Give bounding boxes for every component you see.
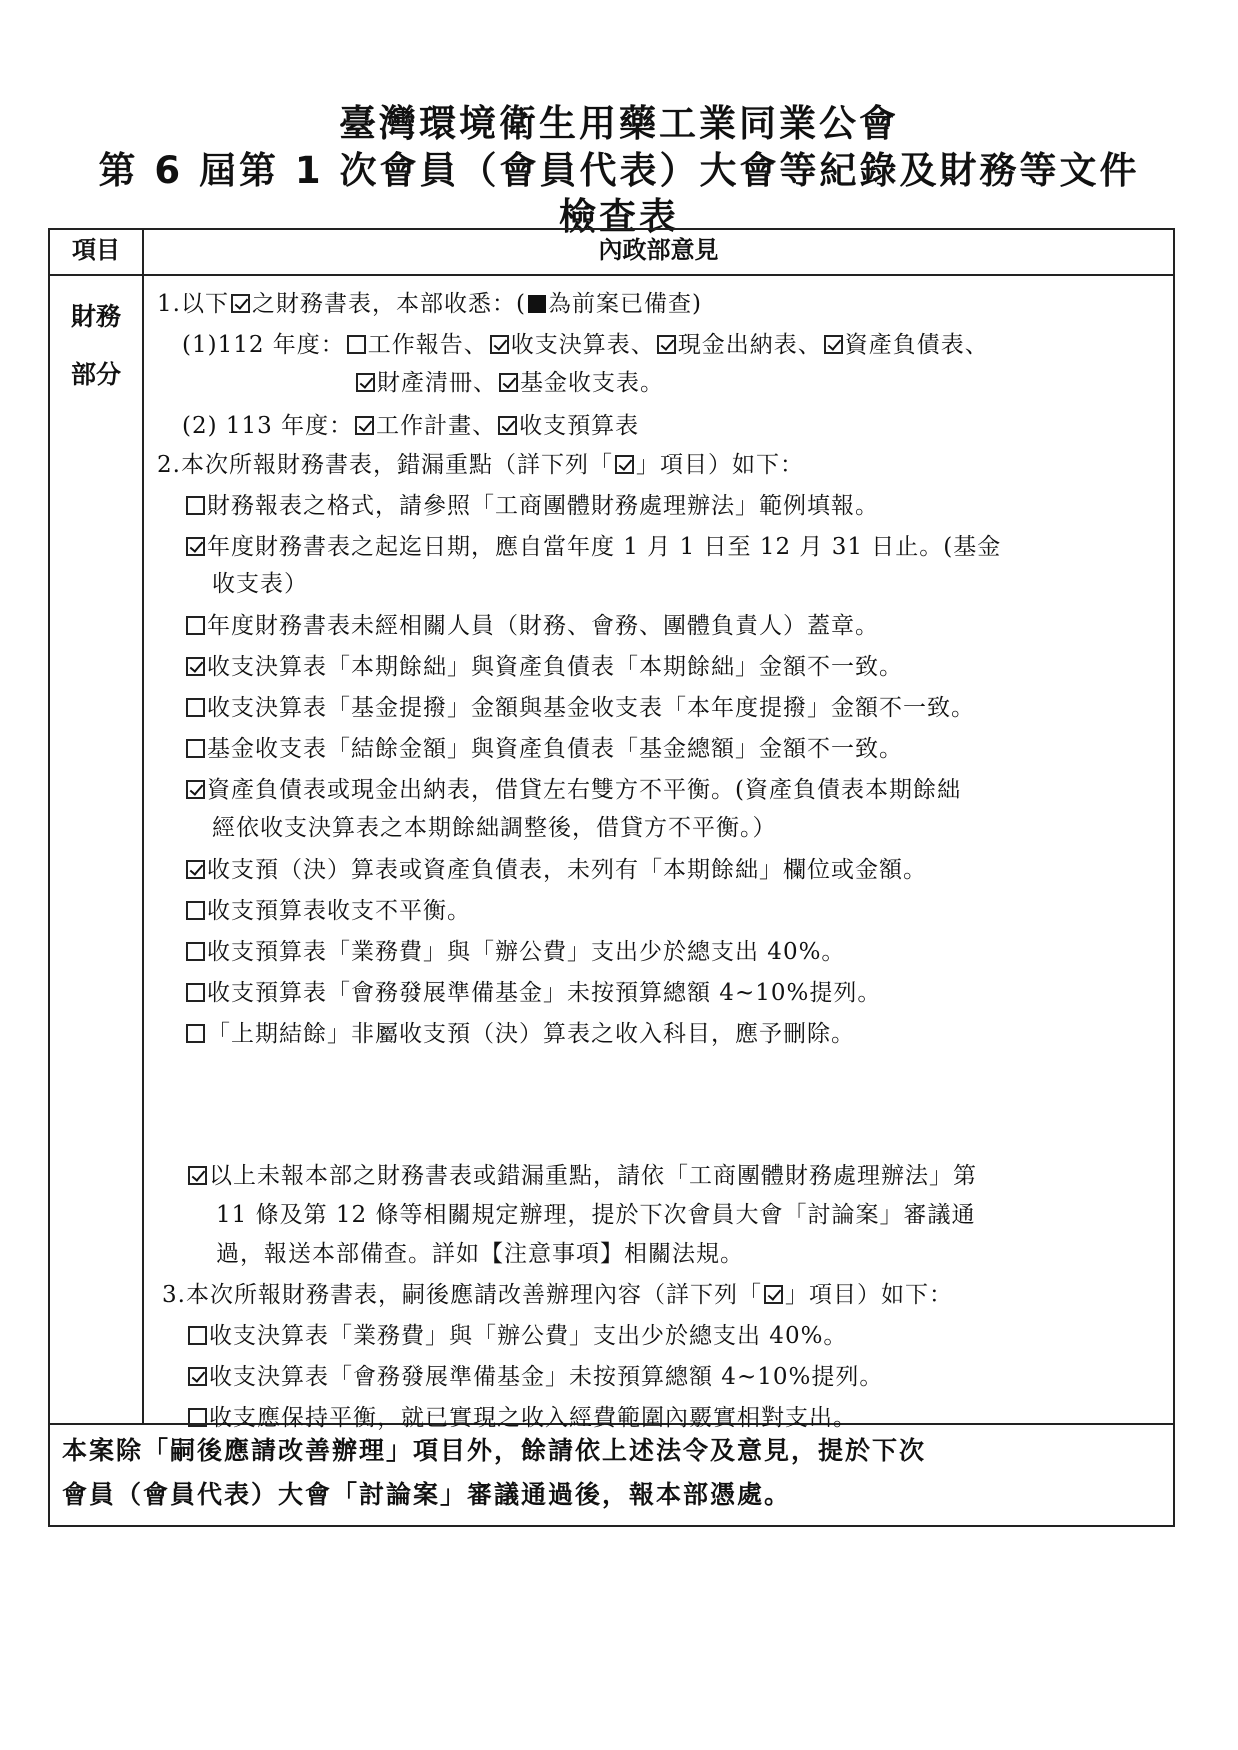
- checked-box-icon: [615, 455, 634, 474]
- section2-item: 年度財務書表未經相關人員（財務、會務、團體負責人）蓋章。: [184, 610, 879, 642]
- unchecked-box-icon: [186, 942, 205, 961]
- section3-item: 收支應保持平衡，就已實現之收入經費範圍內覈實相對支出。: [186, 1402, 857, 1434]
- section2-note-cont: 過，報送本部備查。詳如【注意事項】相關法規。: [216, 1241, 744, 1267]
- footer-row: [49, 1424, 1174, 1526]
- unchecked-box-icon: [188, 1326, 207, 1345]
- section2-item: 年度財務書表之起迄日期，應自當年度 1 月 1 日至 12 月 31 日止。(基金: [184, 531, 1001, 563]
- section2-item: 收支決算表「基金提撥」金額與基金收支表「本年度提撥」金額不一致。: [184, 692, 975, 724]
- section2-item: 財務報表之格式，請參照「工商團體財務處理辦法」範例填報。: [184, 490, 879, 522]
- checked-box-icon: [231, 294, 250, 313]
- footer-line2: 會員（會員代表）大會「討論案」審議通過後，報本部憑處。: [62, 1480, 792, 1509]
- checked-box-icon: [498, 416, 517, 435]
- unchecked-box-icon: [186, 739, 205, 758]
- checked-box-icon: [824, 335, 843, 354]
- unchecked-box-icon: [188, 1408, 207, 1427]
- section2-heading: 2.本次所報財務書表，錯漏重點（詳下列「 」項目）如下：: [157, 452, 804, 478]
- checked-box-icon: [186, 657, 205, 676]
- unchecked-box-icon: [186, 1024, 205, 1043]
- header-item: 項目: [49, 229, 143, 275]
- section3-item: 收支決算表「業務費」與「辦公費」支出少於總支出 40%。: [186, 1320, 847, 1352]
- checked-box-icon: [188, 1166, 207, 1185]
- section2-item: 「上期結餘」非屬收支預（決）算表之收入科目，應予刪除。: [184, 1018, 855, 1050]
- footer-line1: 本案除「嗣後應請改善辦理」項目外，餘請依上述法令及意見，提於下次: [62, 1436, 927, 1465]
- section1-y112-cont: 財產清冊、 基金收支表。: [354, 367, 664, 399]
- section2-item: 收支預算表收支不平衡。: [184, 895, 471, 927]
- checked-box-icon: [355, 416, 374, 435]
- checked-box-icon: [490, 335, 509, 354]
- section2-item: 收支預（決）算表或資產負債表，未列有「本期餘絀」欄位或金額。: [184, 854, 927, 886]
- checked-box-icon: [499, 373, 518, 392]
- item-label-cell: [49, 275, 143, 1424]
- section2-note: 以上未報本部之財務書表或錯漏重點，請依「工商團體財務處理辦法」第: [186, 1160, 977, 1192]
- section3-heading: 3.本次所報財務書表，嗣後應請改善辦理內容（詳下列「 」項目）如下：: [162, 1282, 953, 1308]
- checked-box-icon: [186, 780, 205, 799]
- document-title-line3: 檢查表: [559, 195, 679, 238]
- footer-conclusion: [49, 1424, 1174, 1526]
- section2-item-cont: 經依收支決算表之本期餘絀調整後，借貸方不平衡。）: [212, 815, 777, 841]
- header-opinion: 內政部意見: [143, 229, 1174, 275]
- section2-note-cont: 11 條及第 12 條等相關規定辦理，提於下次會員大會「討論案」審議通: [216, 1202, 976, 1228]
- section1-y112: (1)112 年度： 工作報告、 收支決算表、 現金出納表、 資產負債表、: [182, 332, 989, 358]
- filled-square-icon: [528, 295, 546, 313]
- unchecked-box-icon: [347, 335, 366, 354]
- opinion-body: [143, 275, 1174, 1431]
- checked-box-icon: [186, 537, 205, 556]
- unchecked-box-icon: [186, 901, 205, 920]
- finance-row: [49, 275, 1174, 1424]
- unchecked-box-icon: [186, 616, 205, 635]
- section3-item: 收支決算表「會務發展準備基金」未按預算總額 4~10%提列。: [186, 1361, 883, 1393]
- section1-y113: (2) 113 年度： 工作計畫、 收支預算表: [182, 413, 640, 439]
- unchecked-box-icon: [186, 496, 205, 515]
- checked-box-icon: [186, 860, 205, 879]
- item-label-line2: 部分: [70, 360, 121, 389]
- unchecked-box-icon: [186, 698, 205, 717]
- unchecked-box-icon: [186, 983, 205, 1002]
- item-label-line1: 財務: [70, 302, 121, 331]
- checked-box-icon: [764, 1285, 783, 1304]
- section2-item-cont: 收支表）: [212, 571, 308, 597]
- section2-item: 收支預算表「會務發展準備基金」未按預算總額 4~10%提列。: [184, 977, 881, 1009]
- checked-box-icon: [657, 335, 676, 354]
- document-title-line1: 臺灣環境衛生用藥工業同業公會: [339, 102, 899, 145]
- table-header-row: [49, 229, 1174, 275]
- section2-item: 收支決算表「本期餘絀」與資產負債表「本期餘絀」金額不一致。: [184, 651, 903, 683]
- section2-item: 收支預算表「業務費」與「辦公費」支出少於總支出 40%。: [184, 936, 845, 968]
- checked-box-icon: [356, 373, 375, 392]
- section2-item: 資產負債表或現金出納表，借貸左右雙方不平衡。(資產負債表本期餘絀: [184, 774, 961, 806]
- checked-box-icon: [188, 1367, 207, 1386]
- section1-heading: 1.以下 之財務書表，本部收悉：( 為前案已備查): [157, 291, 702, 317]
- checklist-table: [48, 228, 1175, 1527]
- section2-item: 基金收支表「結餘金額」與資產負債表「基金總額」金額不一致。: [184, 733, 903, 765]
- document-title-line2: 第 6 屆第 1 次會員（會員代表）大會等紀錄及財務等文件: [98, 149, 1140, 192]
